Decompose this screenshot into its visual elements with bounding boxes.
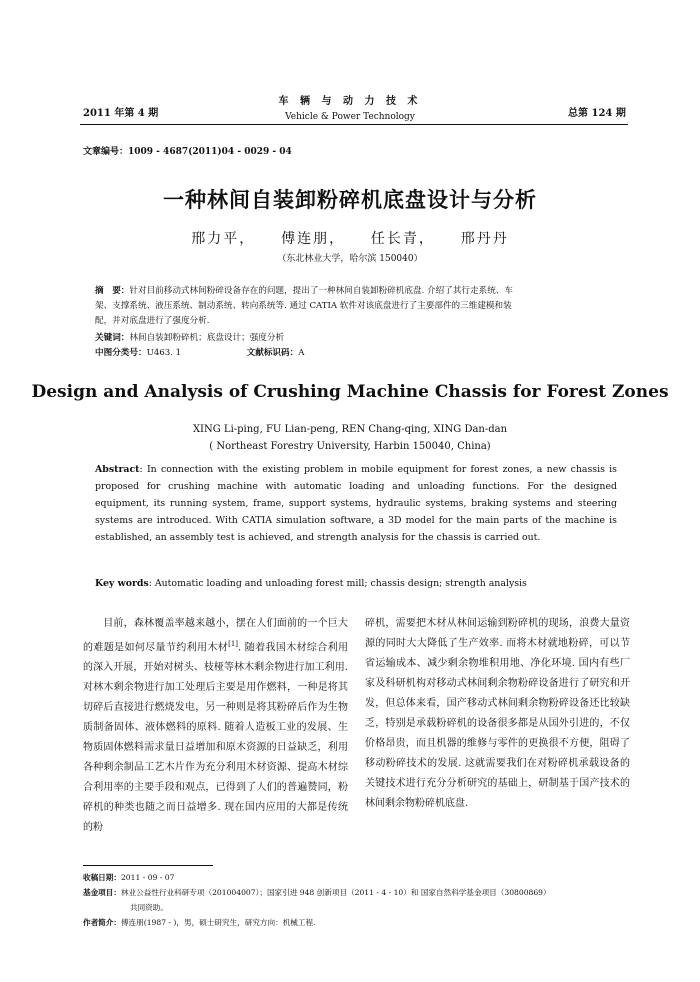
fund-text: 林业公益性行业科研专项（201004007）；国家引进 948 创新项目（2011 - 4 - 10）和 国家自然科学基金项目（30800869） [120,888,551,897]
abstract-cn-line: 配，并对底盘进行了强度分析. [95,316,210,326]
abstract-cn-line: 针对目前移动式林间粉碎设备存在的问题，提出了一种林间自装卸粉碎机底盘. 介绍了其行走系统、车 [129,286,513,296]
footnote-fund-cont: 共同资助。 [130,903,168,912]
affiliation-en: ( Northeast Forestry University, Harbin 150040, China) [209,441,491,452]
abstract-en [95,461,617,546]
footnote-rule [83,865,213,866]
journal-title-en: Vehicle & Power Technology [285,112,415,122]
footnote-received [83,871,628,885]
classification-row [95,346,617,361]
authors-en: XING Li-ping, FU Lian-peng, REN Chang-qing, XING Dan-dan [192,424,508,435]
footnote-fund [83,886,628,900]
author-cn: 任长青， [370,231,435,247]
author-cn: 邢丹丹 [460,231,509,247]
authors-cn [0,228,700,248]
article-number: 文章编号：1009 - 4687(2011)04 - 0029 - 04 [83,147,292,157]
affiliation-cn: （东北林业大学，哈尔滨 150040） [277,254,423,264]
author-bio-text: 傅连朋(1987 - )，男，硕士研究生，研究方向：机械工程. [120,918,316,927]
author-bio-label: 作者简介： [83,918,121,927]
doc-code-value: A [298,348,305,358]
abstract-cn [95,284,617,329]
body-column-right: 碎机，需要把木材从林间运输到粉碎机的现场，浪费大量资源的同时大大降低了生产效率. 而将木材就地粉碎，可以节省运输成本、减少剩余物堆积用地、净化环境. 国内有些厂家及科研机构对移动式林间剩余物粉碎设备进行了研究和开发，但总体来看，国产移动式林间剩余物粉碎设备还比较缺乏，特别是承载粉碎机的设备很多都是从国外引进的，不仅价格昂贵，而且机器的维修与零件的更换很不方便，阻碍了移动粉碎技术的发展. 这就需要我们在对粉碎机承载设备的关键技术进行充分分析研究的基础上，研制基于国产技术的林间剩余物粉碎机底盘. [365,618,630,809]
author-cn: 邢力平， [191,231,256,247]
body-text: 目前，森林覆盖率越来越小，摆在人们面前的一个巨大的难题是如何尽量节约利用木材 [83,618,348,654]
body-column-left [83,614,348,838]
classification-value: U463. 1 [146,348,182,358]
abstract-cn-line: 架、支撑系统、液压系统、制动系统、转向系统等. 通过 CATIA 软件对该底盘进行了主要部件的三维建模和装 [95,301,512,311]
citation-ref: [1] [228,640,239,648]
fund-label: 基金项目： [83,888,121,897]
keywords-en [95,578,617,589]
journal-title-cn: 车 辆 与 动 力 技 术 [278,96,422,107]
issue-label: 2011 年第 4 期 [83,108,159,119]
classification-label: 中图分类号： [95,348,147,358]
abstract-en-label: Abstract [95,464,140,475]
abstract-cn-label: 摘 要： [95,286,130,296]
doc-code-label: 文献标识码： [246,348,299,358]
keywords-en-label: Key words [95,578,149,589]
title-en: Design and Analysis of Crushing Machine Chassis for Forest Zones [31,382,669,402]
keywords-cn-label: 关键词： [95,333,130,343]
keywords-cn [95,331,617,346]
footnote-author [83,916,628,930]
keywords-en-text: : Automatic loading and unloading forest mill; chassis design; strength analysis [148,578,527,589]
body-text: . 随着我国木材综合利用的深入开展，开始对树头、枝桠等林木剩余物进行加工利用. 对林木剩余物进行加工处理后主要是用作燃料，一种是将其切碎后直接进行燃烧发电，另一种则是将其粉碎后作为生物质制备固体、液体燃料的原料. 随着人造板工业的发展、生物质固体燃料需求量日益增加和原木资源的日益缺乏，利用各种剩余制品工艺木片作为充分利用木材资源、提高木材综合利用率的主要手段和观点，已得到了人们的普遍赞同，粉碎机的种类也随之而日益增多. 现在国内应用的大都是传统的粉 [83,642,349,834]
abstract-en-text: : In connection with the existing problem in mobile equipment for forest zones, a new chassis is proposed for crushing machine with automatic loading and unloading functions. For the designed equipment, its running system, frame, support systems, hydraulic systems, braking systems and steering systems are introduced. With CATIA simulation software, a 3D model for the main parts of the machine is established, an assembly test is achieved, and strength analysis for the chassis is carried out. [95,464,617,543]
title-cn: 一种林间自装卸粉碎机底盘设计与分析 [163,188,537,212]
received-date: 2011 - 09 - 07 [120,873,175,882]
author-cn: 傅连朋， [281,231,346,247]
keywords-cn-text: 林间自装卸粉碎机；底盘设计；强度分析 [129,333,285,343]
total-issue-label: 总第 124 期 [568,108,626,119]
received-label: 收稿日期： [83,873,121,882]
header-rule [80,124,628,125]
